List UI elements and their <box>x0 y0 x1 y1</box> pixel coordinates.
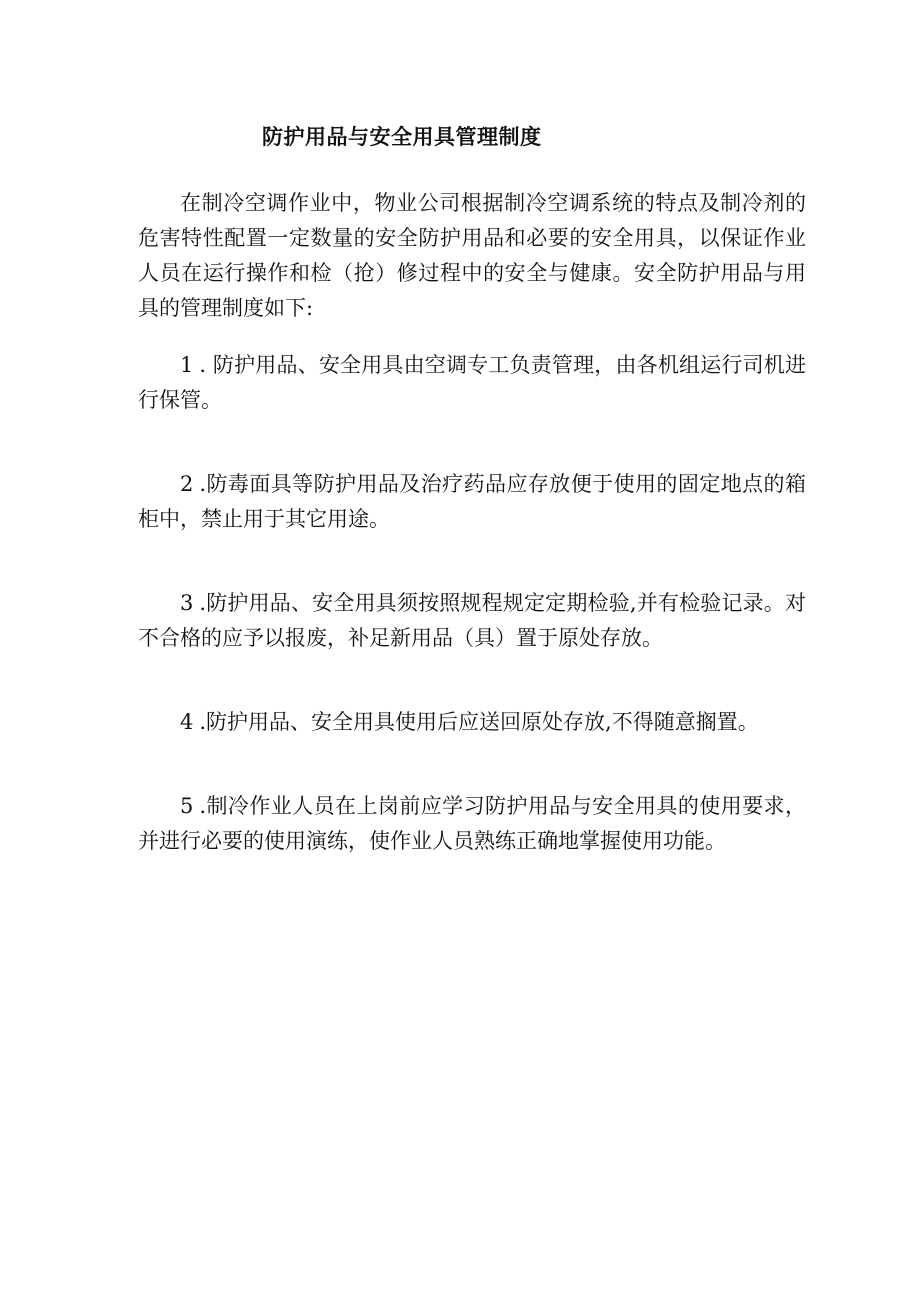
rule-text: . 防护用品、安全用具由空调专工负责管理，由各机组运行司机进行保管。 <box>138 353 806 412</box>
rule-number: 2 <box>180 472 194 496</box>
rule-text: .防护用品、安全用具使用后应送回原处存放,不得随意搁置。 <box>199 710 759 734</box>
rule-text: .制冷作业人员在上岗前应学习防护用品与安全用具的使用要求，并进行必要的使用演练，使作业人员熟练正确地掌握使用功能。 <box>138 794 806 853</box>
rule-number: 4 <box>180 710 194 734</box>
intro-paragraph: 在制冷空调作业中，物业公司根据制冷空调系统的特点及制冷剂的危害特性配置一定数量的安全防护用品和必要的安全用具，以保证作业人员在运行操作和检（抢）修过程中的安全与健康。安全防护用品与用具的管理制度如下: <box>138 191 806 320</box>
document-body <box>138 186 806 908</box>
rule-item-3 <box>138 586 806 656</box>
rule-item-1 <box>138 348 806 418</box>
rule-text: .防护用品、安全用具须按照规程规定定期检验,并有检验记录。对不合格的应予以报废，补足新用品（具）置于原处存放。 <box>138 591 806 650</box>
rule-number: 5 <box>180 794 194 818</box>
rule-text: .防毒面具等防护用品及治疗药品应存放便于使用的固定地点的箱柜中，禁止用于其它用途。 <box>138 472 806 531</box>
rule-item-5 <box>138 789 806 859</box>
rule-item-4 <box>138 705 806 740</box>
document-title: 防护用品与安全用具管理制度 <box>262 124 542 149</box>
rule-number: 3 <box>180 591 194 615</box>
rule-number: 1 <box>180 353 194 377</box>
rule-item-2 <box>138 467 806 537</box>
